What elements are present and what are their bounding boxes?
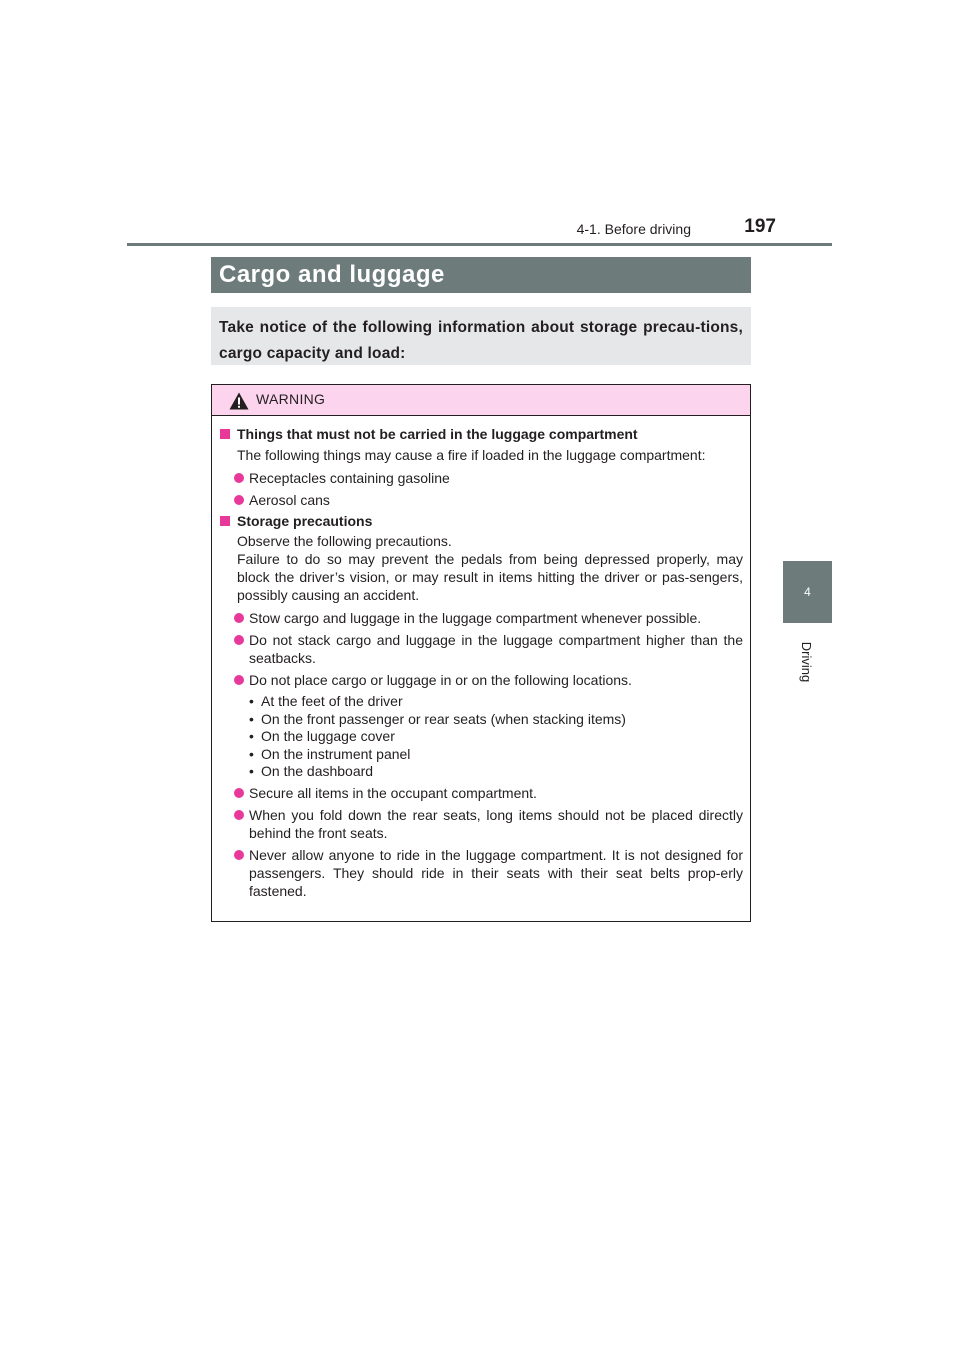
warning-triangle-icon <box>229 392 249 410</box>
list-item-text: Do not stack cargo and luggage in the luggage compartment higher than the seatbacks. <box>249 632 743 666</box>
circle-bullet-icon <box>234 613 244 623</box>
header-section-label: 4-1. Before driving <box>576 221 691 237</box>
list-item <box>219 609 743 627</box>
location-item: • On the front passenger or rear seats (when stacking items) <box>249 711 743 729</box>
paragraph-text: Observe the following precautions. <box>237 533 452 549</box>
chapter-label: Driving <box>799 641 815 683</box>
warning-box <box>211 384 751 922</box>
location-item: • On the luggage cover <box>249 728 743 746</box>
circle-bullet-icon <box>234 635 244 645</box>
list-item <box>219 806 743 842</box>
chapter-tab <box>783 561 832 623</box>
location-list <box>219 693 743 781</box>
header-rule <box>127 243 832 246</box>
circle-bullet-icon <box>234 810 244 820</box>
section-heading-text: Things that must not be carried in the luggage compartment <box>237 426 638 442</box>
location-item: • At the feet of the driver <box>249 693 743 711</box>
circle-bullet-icon <box>234 850 244 860</box>
section-heading-prohibited-items <box>219 426 743 443</box>
list-item <box>219 846 743 900</box>
list-item-text: Receptacles containing gasoline <box>249 470 450 486</box>
list-item <box>219 631 743 667</box>
circle-bullet-icon <box>234 675 244 685</box>
intro-box: Take notice of the following information about storage precau-tions, cargo capacity and load: <box>211 307 751 365</box>
warning-header <box>212 385 750 416</box>
circle-bullet-icon <box>234 473 244 483</box>
list-item-text: Stow cargo and luggage in the luggage compartment whenever possible. <box>249 610 702 626</box>
list-item-text: Do not place cargo or luggage in or on the following locations. <box>249 672 632 688</box>
warning-title: WARNING <box>256 391 326 407</box>
list-item-text: Secure all items in the occupant compartment. <box>249 784 537 801</box>
section-heading-storage-precautions <box>219 513 743 530</box>
location-item: • On the instrument panel <box>249 746 743 764</box>
list-item-text: When you fold down the rear seats, long items should not be placed directly behind the front seats. <box>249 806 743 841</box>
paragraph-text: Failure to do so may prevent the pedals from being depressed properly, may block the driver’s vision, or may result in items hitting the driver or pas-sengers, possibly causing an accident. <box>237 551 743 603</box>
page-number: 197 <box>744 216 776 237</box>
list-item <box>219 469 743 487</box>
page-title: Cargo and luggage <box>219 261 445 288</box>
title-bar <box>211 257 751 293</box>
list-item <box>219 491 743 509</box>
section-text <box>219 532 743 604</box>
section-text <box>219 446 743 464</box>
square-bullet-icon <box>220 516 230 526</box>
list-item-text: Aerosol cans <box>249 492 330 508</box>
section-heading-text: Storage precautions <box>237 513 373 529</box>
circle-bullet-icon <box>234 788 244 798</box>
list-item <box>219 784 743 802</box>
square-bullet-icon <box>220 429 230 439</box>
warning-body <box>212 416 750 900</box>
list-item-text: Never allow anyone to ride in the luggage compartment. It is not designed for passengers. They should ride in their seats with their seat belts prop-erly fastened. <box>249 846 743 899</box>
list-item <box>219 671 743 689</box>
location-item: • On the dashboard <box>249 763 743 781</box>
chapter-number: 4 <box>804 585 811 599</box>
paragraph-text: The following things may cause a fire if loaded in the luggage compartment: <box>237 447 706 463</box>
circle-bullet-icon <box>234 495 244 505</box>
